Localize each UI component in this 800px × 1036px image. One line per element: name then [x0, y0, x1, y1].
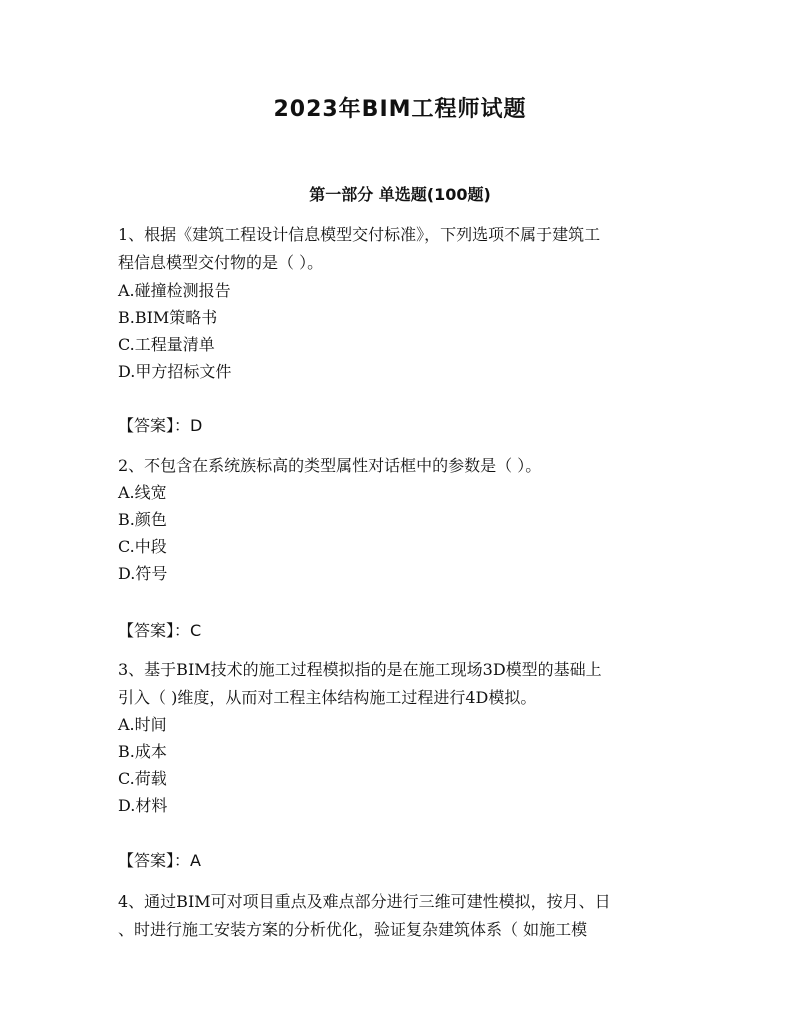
question-1-stem-line-2: 程信息模型交付物的是（ ）。: [118, 253, 324, 272]
question-2-stem-line-1: 2、不包含在系统族标高的类型属性对话框中的参数是（ ）。: [118, 456, 542, 475]
question-3-stem-line-2: 引入（ )维度，从而对工程主体结构施工过程进行4D模拟。: [118, 688, 537, 707]
question-3-answer: 【答案】：A: [118, 851, 201, 870]
question-3-option-c: C.荷载: [118, 769, 167, 788]
question-4-stem-line-2: 、时进行施工安装方案的分析优化，验证复杂建筑体系（ 如施工模: [118, 920, 588, 939]
document-title: 2023年BIM工程师试题: [273, 97, 527, 122]
question-1-answer: 【答案】：D: [118, 416, 203, 435]
question-3-option-d: D.材料: [118, 796, 168, 815]
question-2-option-d: D.符号: [118, 564, 168, 583]
question-2-option-a: A.线宽: [118, 483, 167, 502]
question-1-option-a: A.碰撞检测报告: [118, 281, 231, 300]
question-2-option-b: B.颜色: [118, 510, 167, 529]
question-1-option-d: D.甲方招标文件: [118, 362, 232, 381]
question-1-stem-line-1: 1、根据《建筑工程设计信息模型交付标准》，下列选项不属于建筑工: [118, 225, 601, 244]
question-2-answer: 【答案】：C: [118, 621, 202, 640]
question-2-option-c: C.中段: [118, 537, 167, 556]
question-3-option-b: B.成本: [118, 742, 167, 761]
question-4-stem-line-1: 4、通过BIM可对项目重点及难点部分进行三维可建性模拟，按月、日: [118, 892, 611, 911]
question-3-stem-line-1: 3、基于BIM技术的施工过程模拟指的是在施工现场3D模型的基础上: [118, 660, 602, 679]
question-1-option-b: B.BIM策略书: [118, 308, 218, 327]
question-3-option-a: A.时间: [118, 715, 167, 734]
question-1-option-c: C.工程量清单: [118, 335, 215, 354]
section-heading: 第一部分 单选题(100题): [309, 185, 491, 204]
